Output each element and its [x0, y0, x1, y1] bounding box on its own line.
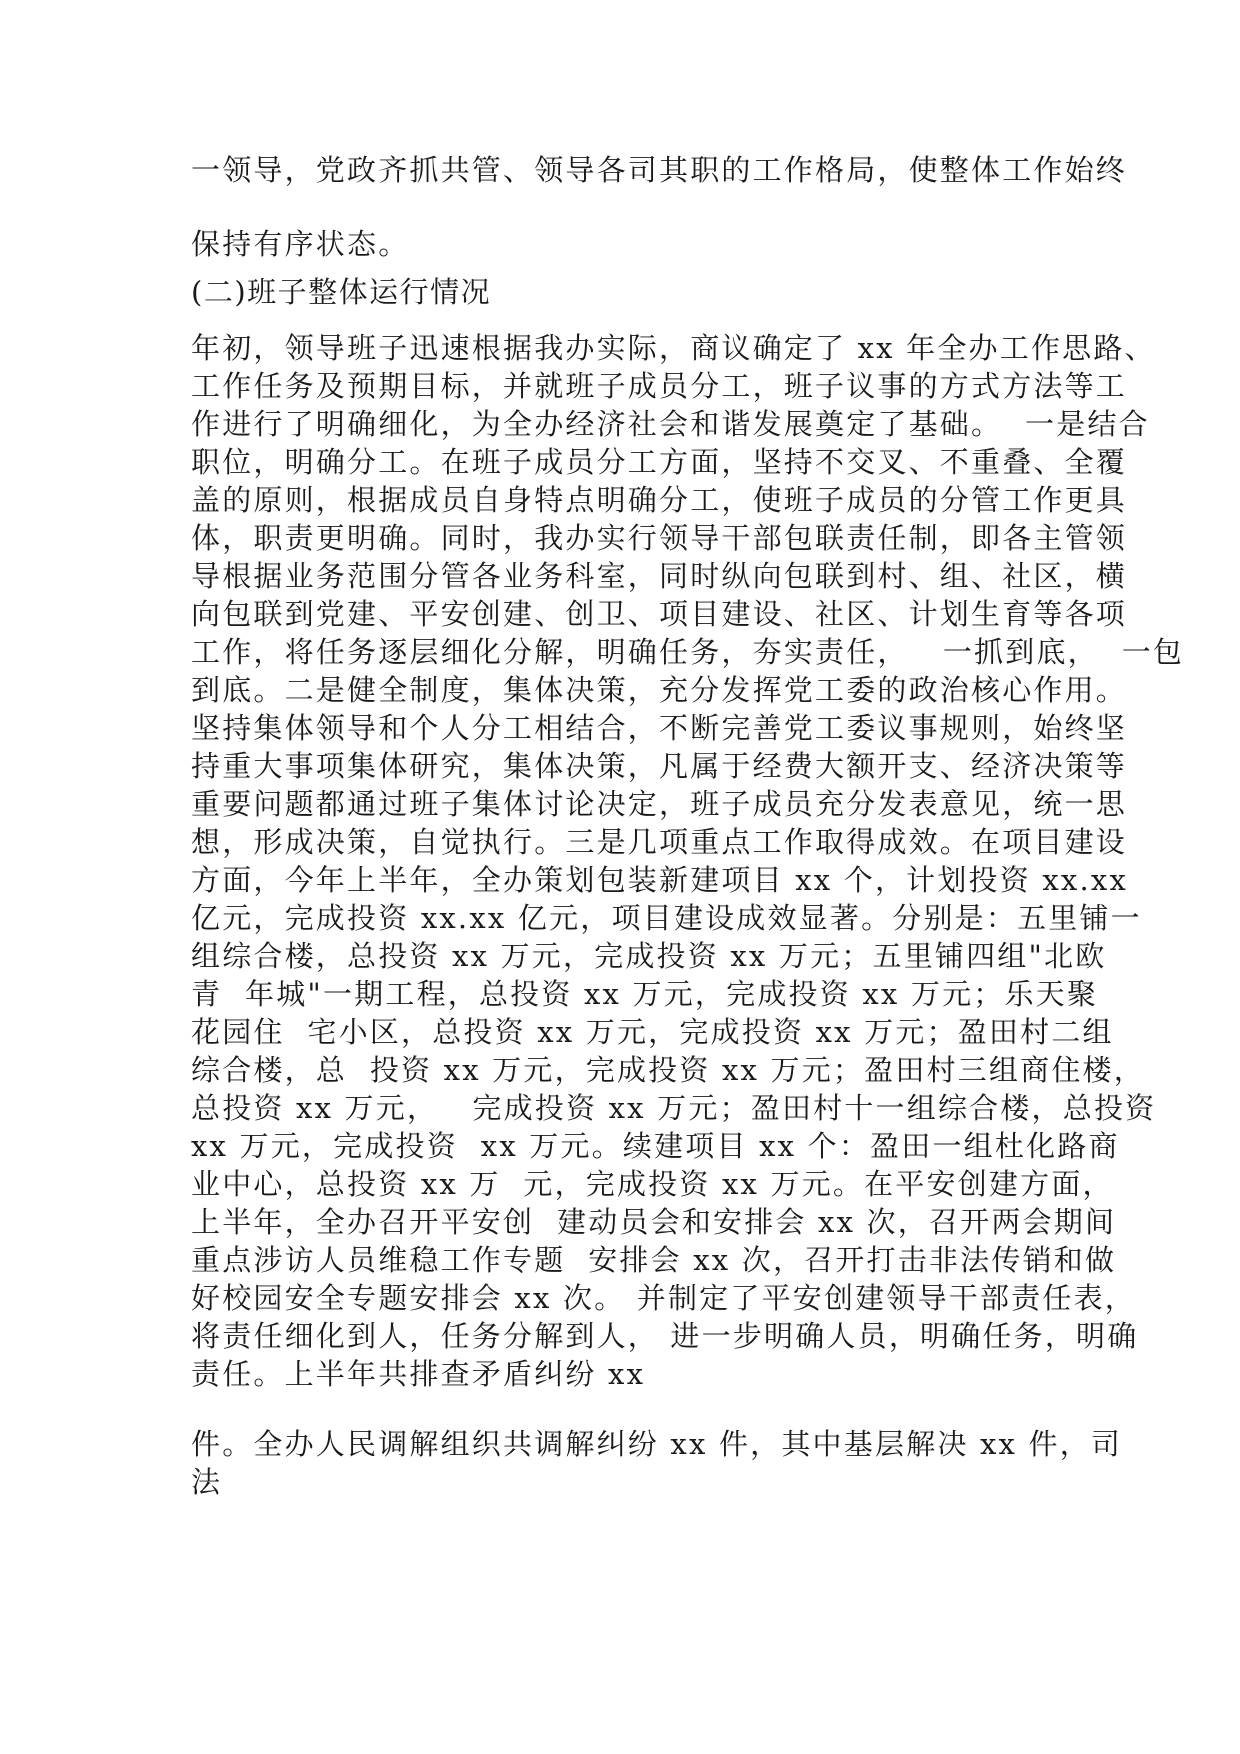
text-line: 到底。二是健全制度，集体决策，充分发挥党工委的政治核心作用。: [191, 673, 1128, 707]
text-line: 业中心，总投资 xx 万 元，完成投资 xx 万元。在平安创建方面，: [191, 1167, 1114, 1201]
text-line: 综合楼，总 投资 xx 万元，完成投资 xx 万元；盈田村三组商住楼，: [191, 1053, 1145, 1087]
text-line: 工作任务及预期目标，并就班子成员分工，班子议事的方式方法等工: [191, 369, 1128, 403]
text-line: 盖的原则，根据成员自身特点明确分工，使班子成员的分管工作更具: [191, 483, 1128, 517]
text-line: 方面，今年上半年，全办策划包装新建项目 xx 个，计划投资 xx.xx: [191, 863, 1129, 897]
text-line: 导根据业务范围分管各业务科室，同时纵向包联到村、组、社区，横: [191, 559, 1128, 593]
text-line: 作进行了明确细化，为全办经济社会和谐发展奠定了基础。 一是结合: [191, 407, 1150, 441]
text-line: 花园住 宅小区，总投资 xx 万元，完成投资 xx 万元；盈田村二组: [191, 1015, 1114, 1049]
text-line: 上半年，全办召开平安创 建动员会和安排会 xx 次，召开两会期间: [191, 1205, 1117, 1239]
text-line: 法: [191, 1465, 223, 1499]
text-line: 将责任细化到人，任务分解到人， 进一步明确人员，明确任务，明确: [191, 1319, 1139, 1353]
text-line: 重要问题都通过班子集体讨论决定，班子成员充分发表意见，统一思: [191, 787, 1128, 821]
text-line: 件。全办人民调解组织共调解纠纷 xx 件，其中基层解决 xx 件，司: [191, 1427, 1123, 1461]
text-line: 组综合楼，总投资 xx 万元，完成投资 xx 万元；五里铺四组"北欧: [191, 939, 1107, 973]
text-line: 一领导，党政齐抓共管、领导各司其职的工作格局，使整体工作始终: [191, 153, 1128, 187]
text-line: 保持有序状态。: [191, 227, 410, 261]
section-heading: (二)班子整体运行情况: [191, 275, 492, 309]
text-line: 重点涉访人员维稳工作专题 安排会 xx 次，召开打击非法传销和做: [191, 1243, 1117, 1277]
text-line: 持重大事项集体研究，集体决策，凡属于经费大额开支、经济决策等: [191, 749, 1128, 783]
text-line: 责任。上半年共排查矛盾纠纷 xx: [191, 1357, 646, 1391]
text-line: 想，形成决策，自觉执行。三是几项重点工作取得成效。在项目建设: [191, 825, 1128, 859]
text-line: 职位，明确分工。在班子成员分工方面，坚持不交叉、不重叠、全覆: [191, 445, 1128, 479]
text-line: 坚持集体领导和个人分工相结合，不断完善党工委议事规则，始终坚: [191, 711, 1128, 745]
text-line: 工作，将任务逐层细化分解，明确任务，夯实责任， 一抓到底， 一包: [191, 635, 1185, 669]
text-line: 年初，领导班子迅速根据我办实际，商议确定了 xx 年全办工作思路、: [191, 331, 1156, 365]
text-line: 总投资 xx 万元， 完成投资 xx 万元；盈田村十一组综合楼，总投资: [191, 1091, 1157, 1125]
text-line: 体，职责更明确。同时，我办实行领导干部包联责任制，即各主管领: [191, 521, 1128, 555]
text-line: 青 年城"一期工程，总投资 xx 万元，完成投资 xx 万元；乐天聚: [191, 977, 1099, 1011]
text-line: 亿元，完成投资 xx.xx 亿元，项目建设成效显著。分别是：五里铺一: [191, 901, 1142, 935]
text-line: 好校园安全专题安排会 xx 次。 并制定了平安创建领导干部责任表，: [191, 1281, 1136, 1315]
text-line: 向包联到党建、平安创建、创卫、项目建设、社区、计划生育等各项: [191, 597, 1128, 631]
text-line: xx 万元，完成投资 xx 万元。续建项目 xx 个：盈田一组杜化路商: [191, 1129, 1120, 1163]
